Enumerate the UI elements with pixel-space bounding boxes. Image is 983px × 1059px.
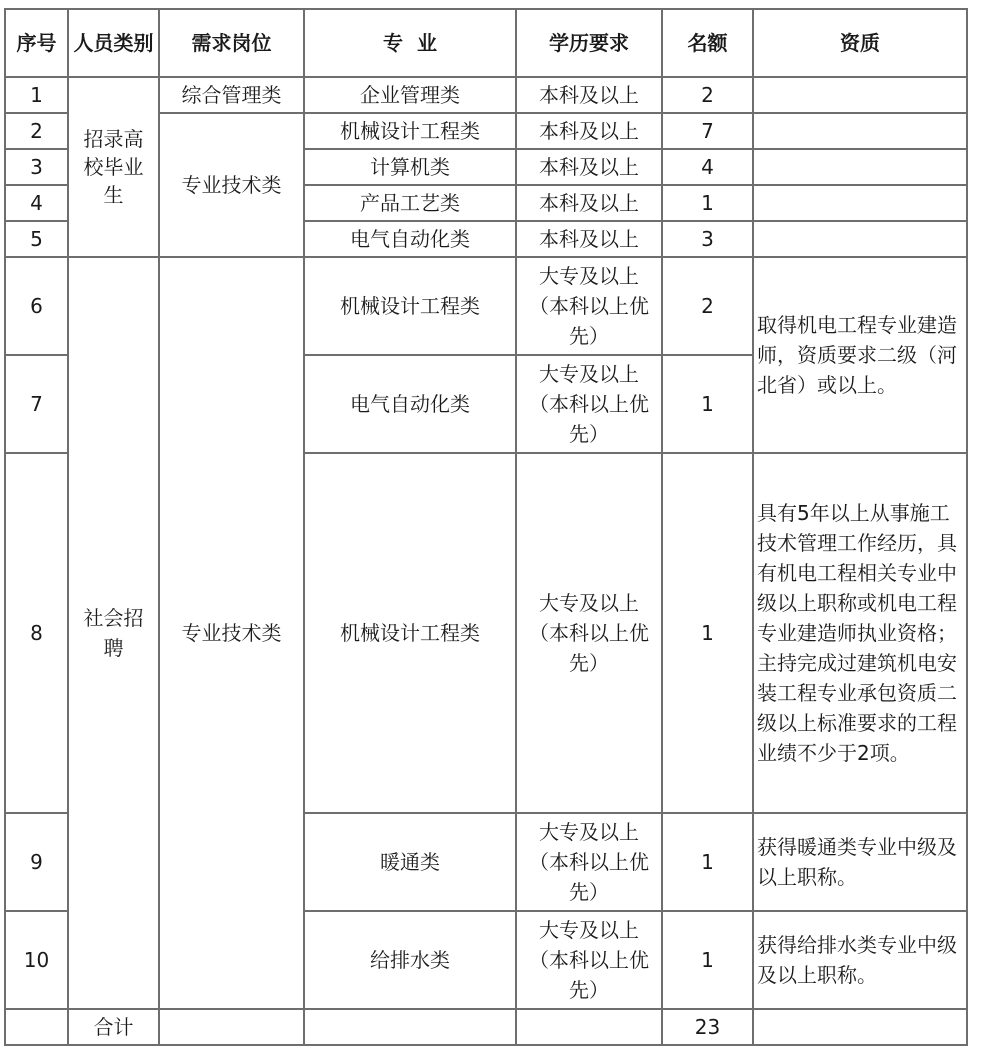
cell-qualification	[753, 185, 967, 221]
cell-major: 电气自动化类	[304, 355, 516, 453]
cell-quota: 3	[662, 221, 753, 257]
cell-major: 机械设计工程类	[304, 113, 516, 149]
cell-position-technical: 专业技术类	[159, 113, 304, 257]
header-row	[5, 9, 967, 77]
header-quota: 名额	[662, 9, 753, 77]
cell-category-campus: 招录高校毕业生	[68, 77, 159, 257]
cell-qualification	[753, 77, 967, 113]
cell-quota: 7	[662, 113, 753, 149]
cell-education: 本科及以上	[516, 149, 662, 185]
cell-education: 大专及以上（本科以上优先）	[516, 355, 662, 453]
cell-empty	[159, 1009, 304, 1045]
cell-empty	[753, 1009, 967, 1045]
header-education: 学历要求	[516, 9, 662, 77]
cell-education: 大专及以上（本科以上优先）	[516, 911, 662, 1009]
cell-qualification: 具有5年以上从事施工技术管理工作经历，具有机电工程相关专业中级以上职称或机电工程专业建造师执业资格；主持完成过建筑机电安装工程专业承包资质二级以上标准要求的工程业绩不少于2项。	[753, 453, 967, 813]
cell-education: 本科及以上	[516, 221, 662, 257]
cell-total-label: 合计	[68, 1009, 159, 1045]
cell-major: 暖通类	[304, 813, 516, 911]
cell-major: 计算机类	[304, 149, 516, 185]
cell-seq: 10	[5, 911, 68, 1009]
cell-education: 大专及以上（本科以上优先）	[516, 453, 662, 813]
cell-seq: 9	[5, 813, 68, 911]
cell-empty	[516, 1009, 662, 1045]
cell-qualification	[753, 149, 967, 185]
cell-qualification: 取得机电工程专业建造师，资质要求二级（河北省）或以上。	[753, 257, 967, 453]
cell-qualification	[753, 113, 967, 149]
cell-position-comprehensive: 综合管理类	[159, 77, 304, 113]
header-seq: 序号	[5, 9, 68, 77]
cell-position-technical: 专业技术类	[159, 257, 304, 1009]
cell-seq: 3	[5, 149, 68, 185]
recruitment-table	[4, 8, 968, 1046]
cell-quota: 1	[662, 813, 753, 911]
cell-seq-empty	[5, 1009, 68, 1045]
total-row	[5, 1009, 967, 1045]
cell-education: 本科及以上	[516, 77, 662, 113]
header-position: 需求岗位	[159, 9, 304, 77]
cell-empty	[304, 1009, 516, 1045]
cell-seq: 7	[5, 355, 68, 453]
cell-major: 给排水类	[304, 911, 516, 1009]
cell-quota: 1	[662, 355, 753, 453]
cell-seq: 5	[5, 221, 68, 257]
cell-quota: 2	[662, 77, 753, 113]
cell-total-quota: 23	[662, 1009, 753, 1045]
header-major: 专 业	[304, 9, 516, 77]
cell-qualification: 获得暖通类专业中级及以上职称。	[753, 813, 967, 911]
header-qualification: 资质	[753, 9, 967, 77]
cell-quota: 2	[662, 257, 753, 355]
cell-major: 企业管理类	[304, 77, 516, 113]
cell-education: 本科及以上	[516, 113, 662, 149]
cell-major: 产品工艺类	[304, 185, 516, 221]
cell-seq: 6	[5, 257, 68, 355]
cell-education: 大专及以上（本科以上优先）	[516, 813, 662, 911]
cell-quota: 4	[662, 149, 753, 185]
cell-seq: 2	[5, 113, 68, 149]
table-row	[5, 77, 967, 113]
cell-major: 机械设计工程类	[304, 453, 516, 813]
cell-qualification	[753, 221, 967, 257]
cell-major: 机械设计工程类	[304, 257, 516, 355]
cell-seq: 4	[5, 185, 68, 221]
cell-qualification: 获得给排水类专业中级及以上职称。	[753, 911, 967, 1009]
cell-seq: 1	[5, 77, 68, 113]
cell-quota: 1	[662, 453, 753, 813]
cell-education: 本科及以上	[516, 185, 662, 221]
cell-seq: 8	[5, 453, 68, 813]
cell-major: 电气自动化类	[304, 221, 516, 257]
cell-education: 大专及以上（本科以上优先）	[516, 257, 662, 355]
cell-category-social: 社会招聘	[68, 257, 159, 1009]
cell-quota: 1	[662, 911, 753, 1009]
header-category: 人员类别	[68, 9, 159, 77]
table-row	[5, 257, 967, 355]
cell-quota: 1	[662, 185, 753, 221]
